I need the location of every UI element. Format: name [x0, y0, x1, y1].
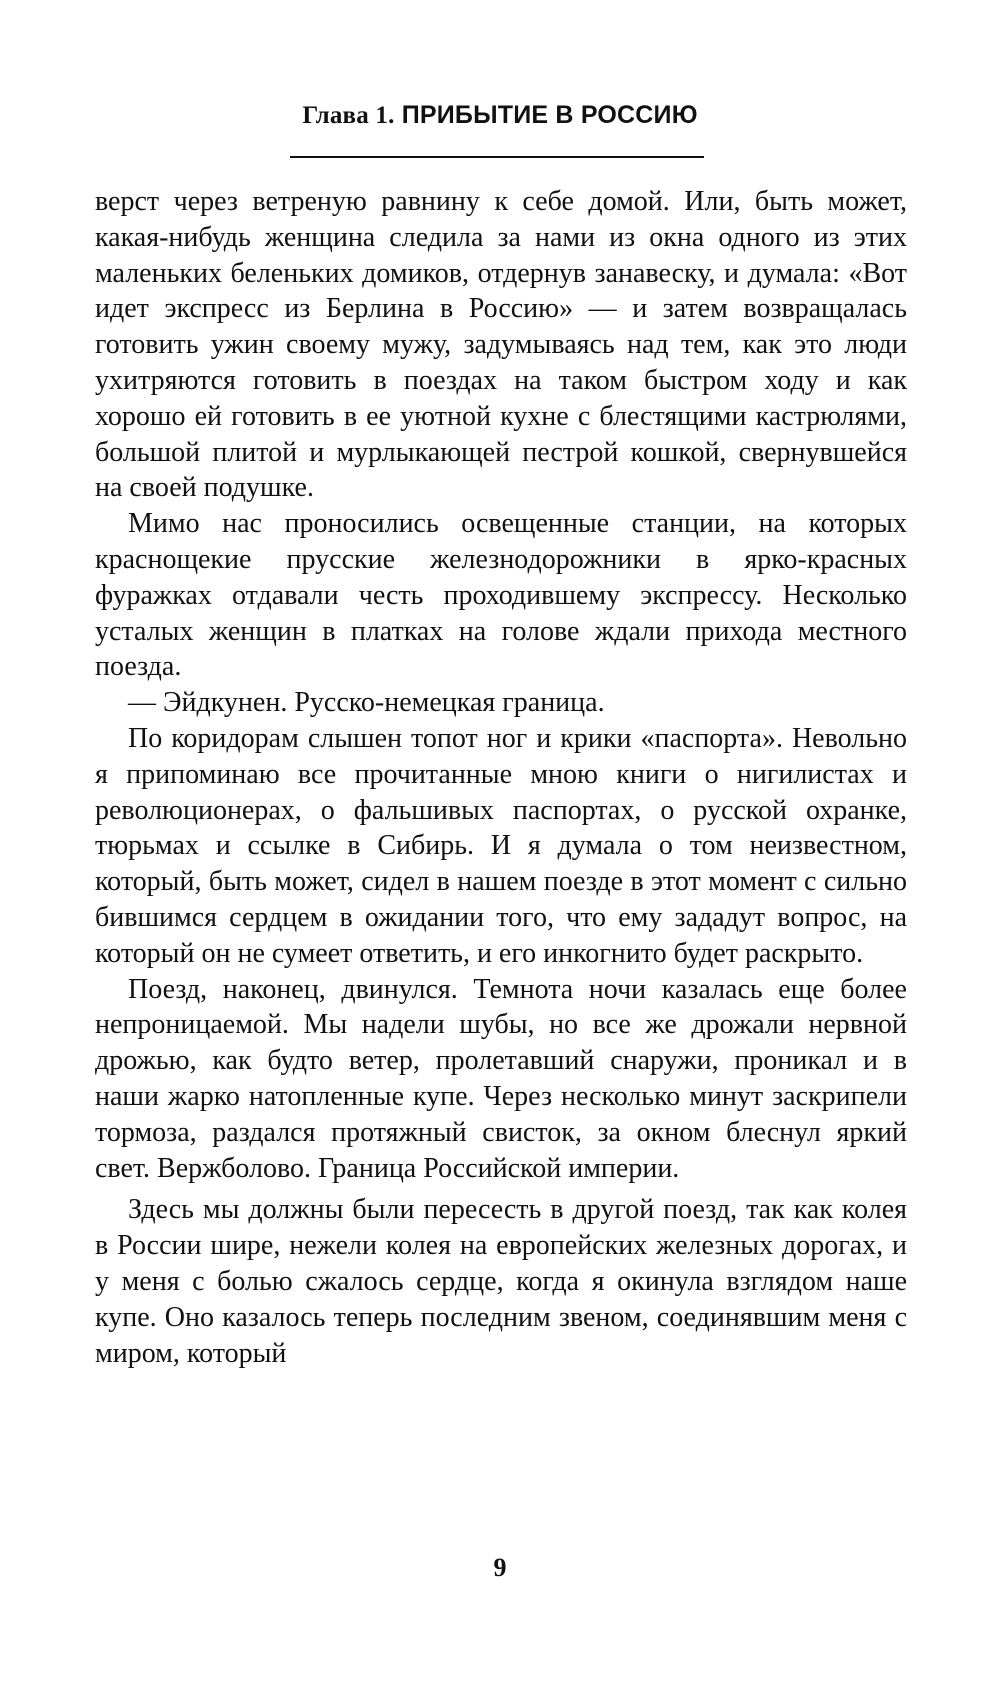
page-number: 9 [493, 1553, 507, 1582]
paragraph-1: верст через ветреную равнину к себе домой. Или, быть может, какая-нибудь женщина следила за нами из окна одного из этих маленьких беленьких домиков, отдернув занавеску, и думала: «Вот идет экспресс из Берлина в Россию» — и затем возвращалась готовить ужин своему мужу, задумываясь над тем, как это люди ухитряются готовить в поездах на таком быстром ходу и как хорошо ей готовить в ее уютной кухне с блестящими кастрюлями, большой плитой и мурлыкающей пестрой кошкой, свернувшейся на своей подушке. [95, 186, 907, 504]
paragraph-3: — Эйдкунен. Русско-немецкая граница. [128, 687, 605, 719]
running-head [0, 101, 1000, 130]
chapter-label: Глава 1. [302, 102, 395, 129]
paragraph-6: Здесь мы должны были пересесть в другой поезд, так как колея в России шире, нежели колея на европейских железных дорогах, и у меня с болью сжалось сердце, когда я окинула взглядом наше купе. Оно казалось теперь последним звеном, соединявшим меня с миром, который [95, 1194, 907, 1369]
chapter-title: ПРИБЫТИЕ В РОССИЮ [401, 101, 698, 129]
paragraph-5: Поезд, наконец, двинулся. Темнота ночи казалась еще более непроницаемой. Мы надели шубы, но все же дрожали нервной дрожью, как будто ветер, пролетавший снаружи, проникал и в наши жарко натопленные купе. Через несколько минут заскрипели тормоза, раздался протяжный свисток, за окном блеснул яркий свет. Вержболово. Граница Российской империи. [95, 973, 907, 1184]
paragraph-2: Мимо нас проносились освещенные станции, на которых краснощекие прусские железнодорожники в ярко-красных фуражках отдавали честь проходившему экспрессу. Несколько усталых женщин в платках на голове ждали прихода местного поезда. [95, 508, 907, 683]
header-rule [290, 156, 704, 158]
body-text [95, 184, 907, 1371]
paragraph-4: По коридорам слышен топот ног и крики «паспорта». Невольно я припоминаю все прочитанные мною книги о нигилистах и революционерах, о фальшивых паспортах, о русской охранке, тюрьмах и ссылке в Сибирь. И я думала о том неизвестном, который, быть может, сидел в нашем поезде в этот момент с сильно бившимся сердцем в ожидании того, что ему зададут вопрос, на который он не сумеет ответить, и его инкогнито будет раскрыто. [95, 722, 907, 969]
